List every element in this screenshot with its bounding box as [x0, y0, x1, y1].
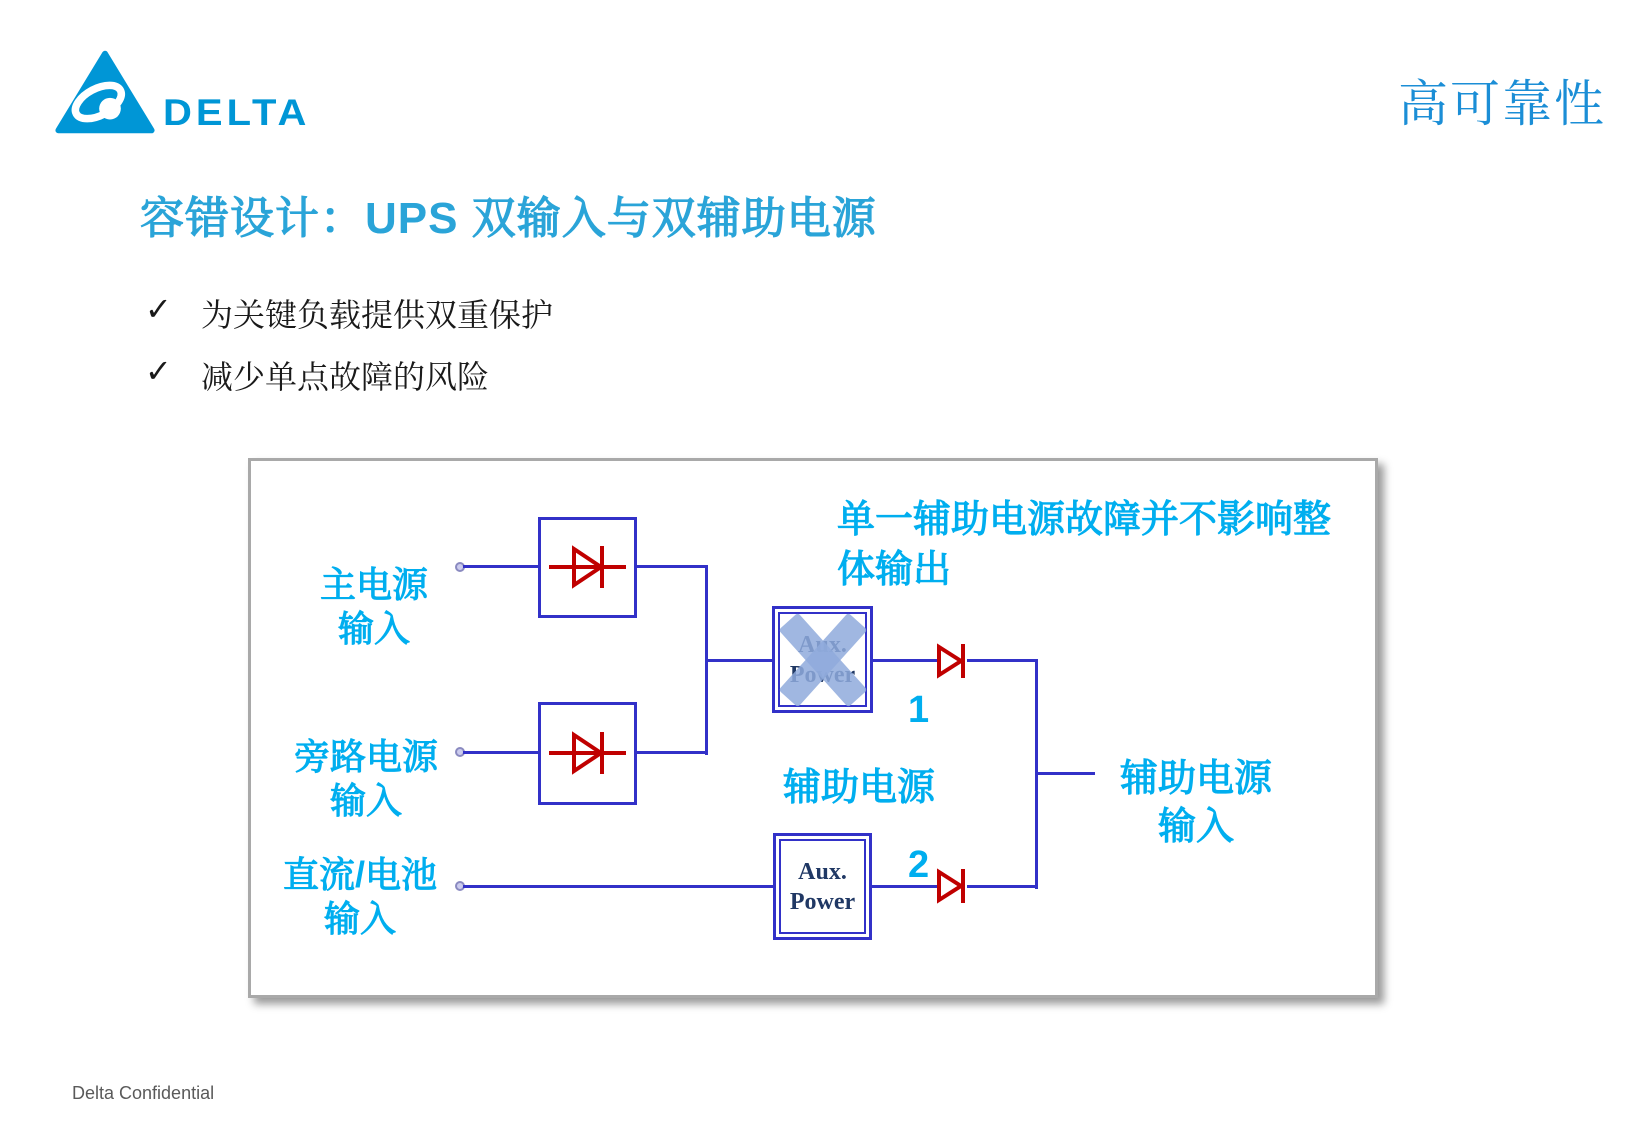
diode-icon	[541, 520, 634, 615]
aux2-number: 2	[908, 844, 930, 886]
circuit-diagram	[248, 458, 1378, 998]
input-label-bypass: 旁路电源 输入	[293, 736, 438, 821]
delta-triangle-icon	[55, 50, 155, 134]
wire	[967, 659, 1038, 662]
page-title: 容错设计：UPS 双输入与双辅助电源	[140, 194, 877, 243]
wire	[637, 751, 708, 754]
output-label: 辅助电源 输入	[1119, 758, 1272, 848]
corner-title: 高可靠性	[1398, 76, 1606, 132]
aux-power-text: Power	[789, 888, 856, 915]
annotation-line1: 单一辅助电源故障并不影响整	[837, 499, 1332, 541]
diode-icon	[935, 640, 971, 682]
wire	[463, 751, 539, 754]
bullet-text: 为关键负载提供双重保护	[201, 297, 554, 333]
wire	[637, 565, 708, 568]
diode-box-main	[538, 517, 637, 618]
delta-logo	[55, 50, 310, 134]
bullet-text: 减少单点故障的风险	[201, 359, 490, 395]
bullet-item	[145, 290, 553, 336]
annotation	[837, 495, 1357, 595]
input-label-dc-battery: 直流/电池 输入	[282, 854, 437, 939]
wire	[967, 885, 1038, 888]
annotation-line2: 体输出	[837, 549, 952, 591]
wire	[873, 659, 939, 662]
check-icon: ✓	[145, 291, 172, 327]
wire	[705, 659, 772, 662]
confidential-note: Delta Confidential	[72, 1083, 215, 1103]
diode-icon	[935, 865, 971, 907]
aux-power-text: Aux.	[798, 858, 847, 885]
diode-icon	[541, 705, 634, 802]
aux1-number: 1	[908, 689, 930, 731]
wire	[463, 885, 773, 888]
aux-power-label: 辅助电源	[783, 767, 936, 809]
bullet-item	[145, 352, 489, 398]
check-icon: ✓	[145, 353, 172, 389]
aux-power-box-2	[773, 833, 872, 940]
diode-box-bypass	[538, 702, 637, 805]
aux-power-box-1	[772, 606, 873, 713]
delta-wordmark: DELTA	[163, 92, 311, 134]
wire	[463, 565, 539, 568]
input-label-main: 主电源 输入	[319, 564, 428, 649]
